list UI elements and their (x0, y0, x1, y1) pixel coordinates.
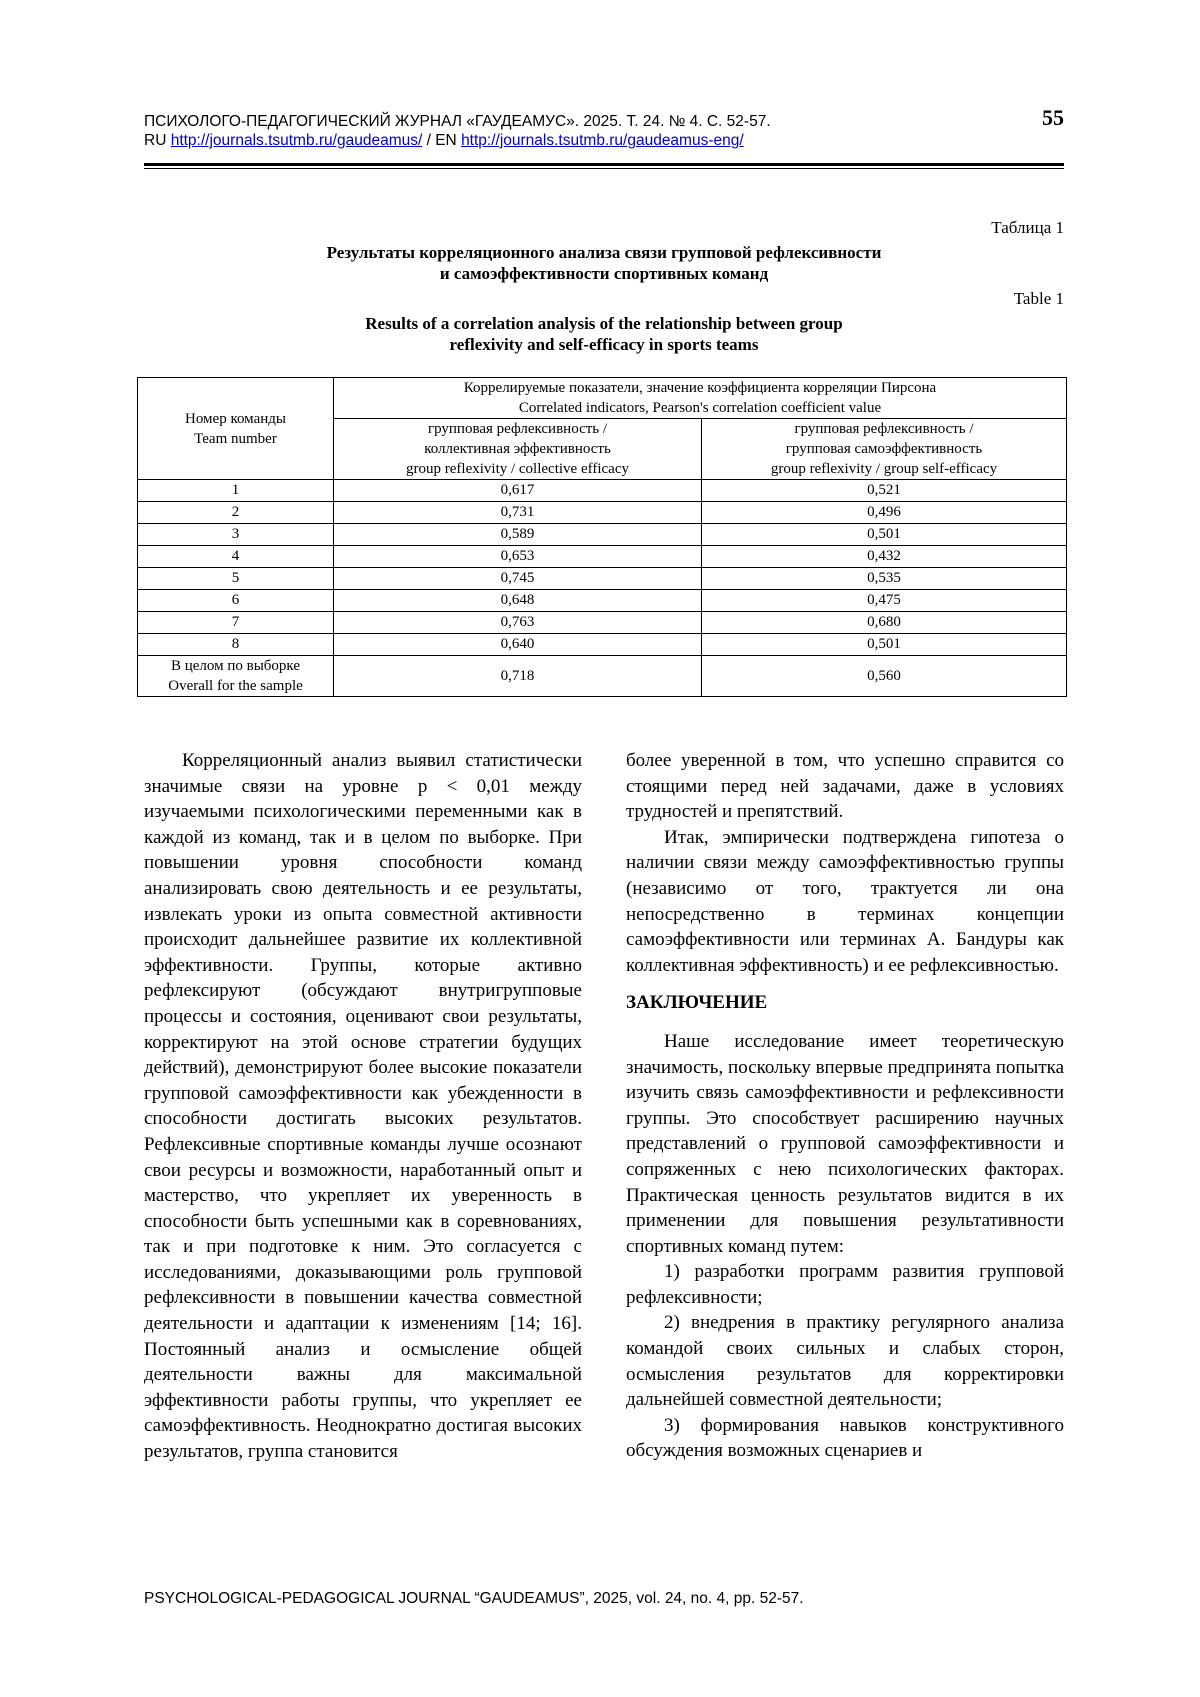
table-title-en (144, 313, 1064, 355)
team-cell: 6 (138, 590, 334, 612)
list-item: 1) разработки программ развития групповой рефлексивности; (626, 1261, 1064, 1308)
running-footer: PSYCHOLOGICAL-PEDAGOGICAL JOURNAL “GAUDEAMUS”, 2025, vol. 24, no. 4, pp. 52-57. (144, 1590, 804, 1607)
team-cell: 8 (138, 634, 334, 656)
table-row (138, 546, 1067, 568)
body-paragraph: более уверенной в том, что успешно справится со стоящими перед ней задачами, даже в условиях трудностей и препятствий. (626, 750, 1064, 823)
table-title-ru-line1: Результаты корреляционного анализа связи групповой рефлексивности (326, 243, 882, 262)
reflexivity-group-self-efficacy-cell: 0,501 (702, 524, 1067, 546)
reflexivity-group-self-efficacy-cell: 0,501 (702, 634, 1067, 656)
correlation-table (137, 377, 1067, 697)
col1-header-line2: коллективная эффективность (424, 441, 611, 457)
col1-header-line1: групповая рефлексивность / (427, 421, 608, 437)
running-header (144, 105, 1064, 150)
overall-group-self-efficacy-cell: 0,560 (702, 656, 1067, 697)
team-number-header-ru: Номер команды (185, 410, 286, 427)
page-number: 55 (1042, 105, 1064, 130)
table-row (138, 502, 1067, 524)
reflexivity-collective-efficacy-cell: 0,640 (334, 634, 702, 656)
table-header-row-1 (138, 378, 1067, 419)
table-title-ru (144, 242, 1064, 284)
reflexivity-collective-efficacy-cell: 0,731 (334, 502, 702, 524)
table-title-en-line2: reflexivity and self-efficacy in sports teams (449, 335, 759, 354)
table-row (138, 568, 1067, 590)
header-rule-thick (144, 163, 1064, 166)
reflexivity-collective-efficacy-cell: 0,763 (334, 612, 702, 634)
overall-label-cell (138, 656, 334, 697)
team-cell: 7 (138, 612, 334, 634)
reflexivity-collective-efficacy-cell: 0,648 (334, 590, 702, 612)
table-row (138, 612, 1067, 634)
reflexivity-group-self-efficacy-cell: 0,432 (702, 546, 1067, 568)
ru-prefix: RU (144, 132, 171, 149)
reflexivity-group-self-efficacy-cell: 0,496 (702, 502, 1067, 524)
reflexivity-group-self-efficacy-cell: 0,475 (702, 590, 1067, 612)
col1-header (334, 419, 702, 480)
col2-header (702, 419, 1067, 480)
ru-link[interactable]: http://journals.tsutmb.ru/gaudeamus/ (170, 132, 423, 149)
col1-header-line3: group reflexivity / collective efficacy (406, 461, 629, 477)
en-separator: / EN (422, 132, 462, 149)
overall-label-en: Overall for the sample (168, 678, 303, 694)
team-cell: 1 (138, 480, 334, 502)
en-link[interactable]: http://journals.tsutmb.ru/gaudeamus-eng/ (461, 132, 744, 149)
team-number-header (138, 378, 334, 480)
col2-header-line2: групповая самоэффективность (785, 441, 983, 457)
table-label-en: Table 1 (1013, 289, 1064, 308)
correlated-indicators-header-en: Correlated indicators, Pearson's correlation coefficient value (518, 400, 882, 416)
correlated-indicators-header-ru: Коррелируемые показатели, значение коэффициента корреляции Пирсона (463, 380, 937, 396)
body-paragraph: Наше исследование имеет теоретическую значимость, поскольку впервые предпринята попытка изучить связь самоэффективности и рефлексивности группы. Это способствует расширению научных представлений о групповой самоэффективности и сопряженных с нею психологических факторах. Практическая ценность результатов видится в их применении для повышения результативности спортивных команд путем: (626, 1030, 1064, 1257)
reflexivity-group-self-efficacy-cell: 0,535 (702, 568, 1067, 590)
team-cell: 2 (138, 502, 334, 524)
body-paragraph: Корреляционный анализ выявил статистически значимые связи на уровне p < 0,01 между изучаемыми психологическими переменными как в каждой из команд, так и в целом по выборке. При повышении уровня способности команд анализировать свою деятельность и ее результаты, извлекать уроки из опыта совместной активности происходит дальнейшее развитие их коллективной эффективности. Группы, которые активно рефлексируют (обсуждают внутригрупповые процессы и состояния, оценивают свои результаты, корректируют на этой основе стратегии будущих действий), демонстрируют более высокие показатели групповой самоэффективности как убежденности в способности достигать высоких результатов. Рефлексивные спортивные команды лучше осознают свои ресурсы и возможности, наработанный опыт и мастерство, что укрепляет их уверенность в способности быть успешными как в соревнованиях, так и при подготовке к ним. Это согласуется с исследованиями, доказывающими роль групповой рефлексивности в повышении качества совместной деятельности и адаптации к изменениям [14; 16]. Постоянный анализ и осмысление общей деятельности важны для максимальной эффективности работы группы, что укрепляет ее самоэффективность. Неоднократно достигая высоких результатов, группа становится (144, 750, 582, 1463)
body-column-right (626, 748, 1064, 1464)
table-label-ru: Таблица 1 (991, 218, 1064, 237)
reflexivity-group-self-efficacy-cell: 0,680 (702, 612, 1067, 634)
reflexivity-collective-efficacy-cell: 0,745 (334, 568, 702, 590)
reflexivity-group-self-efficacy-cell: 0,521 (702, 480, 1067, 502)
body-paragraph: Итак, эмпирически подтверждена гипотеза о наличии связи между самоэффективностью группы (независимо от того, трактуется ли она непосредственно в терминах концепции самоэффективности или терминах А. Бандуры как коллективная эффективность) и ее рефлексивностью. (626, 826, 1064, 976)
team-cell: 5 (138, 568, 334, 590)
overall-collective-efficacy-cell: 0,718 (334, 656, 702, 697)
table-title-ru-line2: и самоэффективности спортивных команд (439, 264, 769, 283)
overall-label-ru: В целом по выборке (170, 658, 301, 674)
table-row (138, 524, 1067, 546)
reflexivity-collective-efficacy-cell: 0,589 (334, 524, 702, 546)
col2-header-line1: групповая рефлексивность / (794, 421, 974, 437)
team-cell: 4 (138, 546, 334, 568)
list-item: 2) внедрения в практику регулярного анализа командой своих сильных и слабых сторон, осмысления результатов для корректировки дальнейшей совместной деятельности; (626, 1312, 1064, 1411)
team-cell: 3 (138, 524, 334, 546)
reflexivity-collective-efficacy-cell: 0,653 (334, 546, 702, 568)
journal-citation: ПСИХОЛОГО-ПЕДАГОГИЧЕСКИЙ ЖУРНАЛ «ГАУДЕАМУС». 2025. Т. 24. № 4. С. 52-57. (144, 113, 771, 130)
table-title-en-line1: Results of a correlation analysis of the relationship between group (365, 314, 843, 333)
header-rule-thin (144, 168, 1064, 169)
table-row (138, 480, 1067, 502)
col2-header-line3: group reflexivity / group self-efficacy (770, 461, 998, 477)
table-row (138, 634, 1067, 656)
body-column-left (144, 748, 582, 1465)
team-number-header-en: Team number (194, 430, 277, 447)
conclusion-heading: ЗАКЛЮЧЕНИЕ (626, 992, 768, 1014)
list-item: 3) формирования навыков конструктивного обсуждения возможных сценариев и (626, 1414, 1064, 1462)
correlated-indicators-header (334, 378, 1067, 419)
journal-links (144, 131, 1064, 150)
reflexivity-collective-efficacy-cell: 0,617 (334, 480, 702, 502)
table-row (138, 590, 1067, 612)
table-row-overall (138, 656, 1067, 697)
